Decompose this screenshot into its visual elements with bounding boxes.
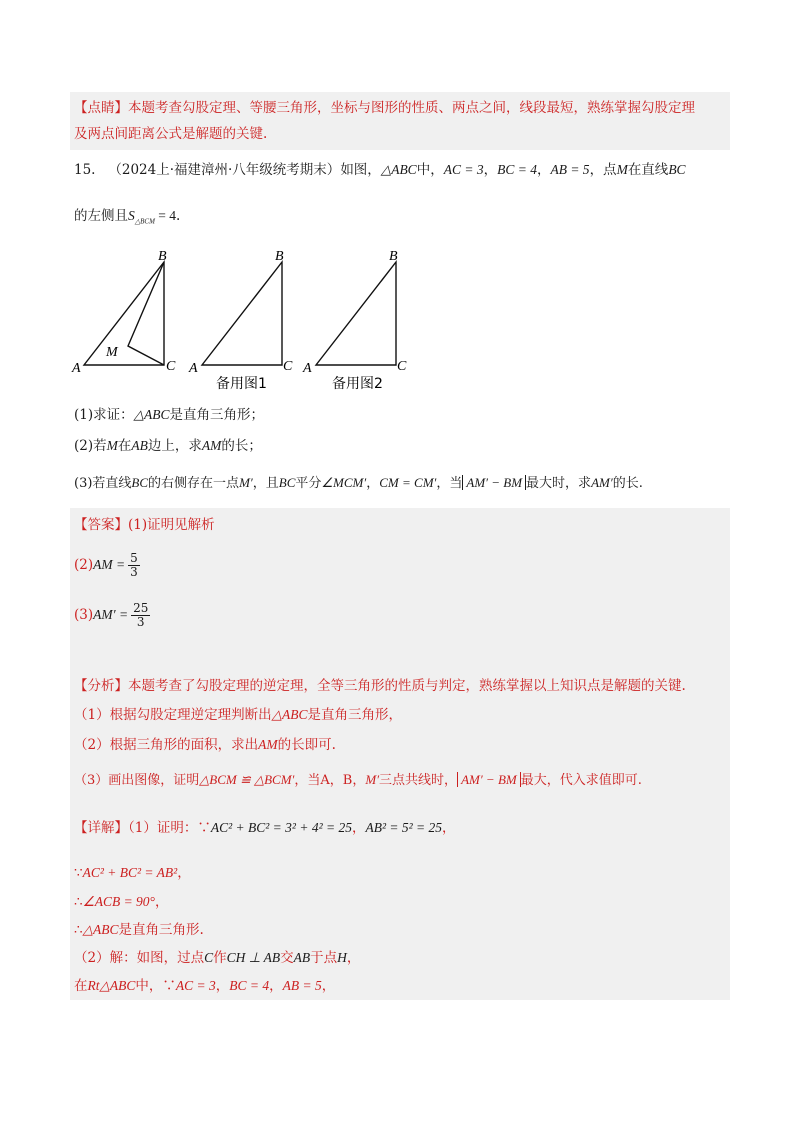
caption-backup-2: 备用图2 [332,376,383,392]
detail-line-6 [74,976,335,996]
answer-3-fraction [131,602,150,629]
question-text: 的长. [612,476,643,491]
detail-text: 是直角三角形. [118,922,204,938]
triangle-abc: △ABC [82,922,119,937]
question-text: 最大时，求 [526,476,592,491]
triangle-abc-main [84,262,164,365]
point-m: M [106,438,118,453]
detail-text: 于点 [310,950,338,966]
analysis-text: （2）根据三角形的面积，求出 [74,737,259,753]
eq-ac: AC = 3 [175,978,216,993]
question-text: (2)若 [74,438,107,454]
detail-text: 交 [280,950,294,966]
label-c-3: C [397,359,407,374]
problem-stem-line-2 [74,206,180,232]
line-bc: BC [278,475,296,490]
triangle-backup-2 [316,262,396,365]
analysis-text: 最大，代入求值即可. [520,773,642,788]
dianjing-line-2 [74,124,267,144]
label-m-1: M [106,345,118,360]
eq-cm: CM = CM′ [379,475,437,490]
problem-text: . [176,208,181,224]
analysis-text: 是直角三角形， [307,707,402,723]
segment-am-prime: AM′ [591,475,613,490]
detail-text: ， [351,820,366,836]
problem-source: （2024上·福建漳州·八年级统考期末） [108,162,341,178]
area-subscript: △BCM [134,217,155,226]
question-3 [74,473,643,494]
label-a-3: A [303,361,312,376]
point-m-prime: M′ [365,772,380,787]
label-a-2: A [189,361,198,376]
problem-text: 如图， [340,162,381,178]
problem-stem-line-1: 15. （2024上·福建漳州·八年级统考期末）如图，△ABC中，AC = 3，BC = 4，AB = 5，点M在直线BC [74,162,686,178]
analysis-part-3 [74,770,642,791]
analysis-text: （1）根据勾股定理逆定理判断出 [74,707,272,723]
line-bc: BC [131,475,149,490]
detail-text: ∴ [74,894,83,910]
point-h: H [337,950,347,965]
detail-line-3 [74,892,168,912]
label-b-3: B [389,249,398,264]
analysis-intro [74,676,686,696]
detail-line-2 [74,863,191,883]
label-c-1: C [166,359,176,374]
question-text: (3)若直线 [74,476,132,491]
eq-right-angle: ∠ACB = 90° [82,894,155,909]
question-text: ，且 [252,476,279,491]
detail-text: ， [177,865,191,881]
analysis-text: 三点共线时， [379,773,458,788]
answer-2-index: (2) [74,557,94,573]
analysis-text: ，当A，B， [294,773,366,788]
abs-expression: AM′ − BM [462,475,526,490]
detail-text: ， [346,950,361,966]
eq-bc: BC = 4 [497,162,537,177]
fraction-denominator: 3 [136,615,145,629]
dianjing-text-1: 本题考查勾股定理、等腰三角形，坐标与图形的性质、两点之间，线段最短，熟练掌握勾股定理 [128,100,695,116]
question-text: 平分 [295,476,322,491]
detail-text: ， [269,978,283,994]
question-text: (1)求证： [74,407,134,423]
eq-perpendicular: CH ⊥ AB [226,950,281,965]
question-text: 的长； [221,438,262,454]
label-b-1: B [158,249,167,264]
segment-am: AM [258,737,278,752]
area-expression [128,208,177,226]
point-c: C [204,950,214,965]
rt-triangle-abc: Rt△ABC [87,978,136,993]
detail-text: ， [442,820,456,836]
problem-text: 在直线 [627,162,669,178]
triangle-bmc [128,262,164,365]
detail-text: 作 [213,950,227,966]
point-m: M [616,162,628,177]
detail-label: 【详解】 [74,820,128,836]
fraction-denominator: 3 [130,565,138,579]
analysis-text: 本题考查了勾股定理的逆定理，全等三角形的性质与判定，熟练掌握以上知识点是解题的关键. [128,678,686,694]
abs-expression: AM′ − BM [457,772,521,787]
triangle-abc: △ABC [271,707,308,722]
eq-ab-square: AB² = 5² = 25 [365,820,443,835]
detail-text: ， [154,894,169,910]
analysis-part-2 [74,735,336,755]
answer-2-lhs: AM = [93,557,126,572]
fraction-numerator: 25 [133,601,149,615]
problem-number: 15. [74,162,96,178]
area-value: = 4 [158,208,177,223]
question-2 [74,436,262,456]
triangle-abc: △ABC [133,407,170,422]
line-bc: BC [668,162,686,177]
answer-3-index: (3) [74,607,94,623]
dianjing-line-1 [74,98,695,118]
problem-text: 的左侧且 [74,208,128,224]
detail-text: （1）证明：∵ [128,820,211,836]
problem-text: ，点 [589,162,617,178]
eq-pythag: AC² + BC² = AB² [82,865,178,880]
caption-backup-1: 备用图1 [216,376,267,392]
dianjing-text-2: 及两点间距离公式是解题的关键. [74,126,268,142]
detail-text: ∴ [74,922,83,938]
fraction-numerator: 5 [130,551,138,565]
question-text: 在 [117,438,132,454]
question-1 [74,405,264,425]
detail-text: ， [215,978,230,994]
area-symbol: S [128,208,135,223]
congruence-expression: △BCM ≌ △BCM′ [199,772,295,787]
answer-1: (1)证明见解析 [128,517,215,533]
question-text: 的右侧存在一点 [148,476,240,491]
segment-am: AM [201,438,222,453]
triangle-backup-1 [202,262,282,365]
answer-line-3 [74,602,150,629]
eq-bc: BC = 4 [229,978,270,993]
detail-text: 在 [74,978,88,994]
detail-text: ， [321,978,336,994]
answer-3-lhs: AM′ = [93,607,129,622]
eq-ab: AB = 5 [550,162,590,177]
point-m-prime: M′ [239,475,253,490]
question-text: 是直角三角形； [169,407,265,423]
detail-text: ∵ [74,865,83,881]
label-a-1: A [72,361,81,376]
answer-2-fraction [128,552,140,579]
detail-line-4 [74,920,204,940]
angle-mcm-prime: ∠MCM′ [321,475,367,490]
question-text: 边上，求 [147,438,202,454]
detail-line-5 [74,948,360,968]
detail-text: 中，∵ [135,978,176,994]
problem-text: 中， [416,162,444,178]
answer-line-2 [74,552,140,579]
detail-line-1 [74,818,456,838]
figures-svg [70,244,430,394]
segment-ab: AB [293,950,311,965]
analysis-text: 的长即可. [277,737,336,753]
question-text: ，当 [436,476,463,491]
label-b-2: B [275,249,284,264]
analysis-text: （3）画出图像，证明 [74,773,200,788]
eq-ab: AB = 5 [282,978,322,993]
dianjing-label: 【点睛】 [74,100,128,116]
analysis-part-1 [74,705,402,725]
question-text: ， [366,476,380,491]
figure-main [84,262,164,365]
detail-text: （2）解：如图，过点 [74,950,205,966]
answer-label: 【答案】 [74,517,128,533]
eq-pythag-sum: AC² + BC² = 3² + 4² = 25 [210,820,352,835]
label-c-2: C [283,359,293,374]
segment-ab: AB [131,438,148,453]
triangle-abc: △ABC [380,162,417,177]
analysis-label: 【分析】 [74,678,128,694]
eq-ac: AC = 3 [443,162,484,177]
answer-line-1 [74,515,215,535]
